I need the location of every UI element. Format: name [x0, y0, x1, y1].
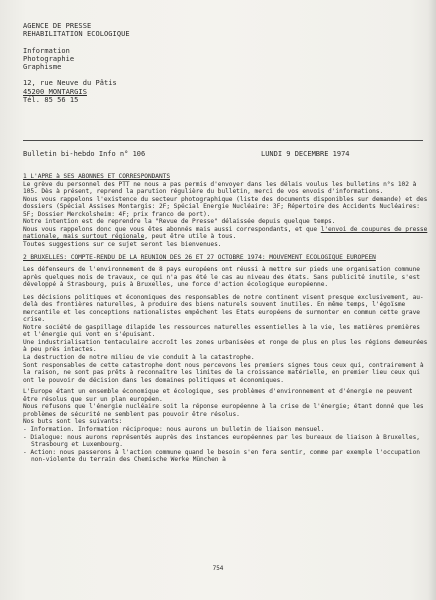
- section-2-paragraph: Une industrialisation tentaculaire accroît les zones urbanisées et ronge de plus en plus les régions demeurées à peu près intactes.: [23, 338, 428, 354]
- service-information: Information: [23, 46, 70, 55]
- section-2-paragraph: Notre société de gaspillage dilapide les ressources naturelles essentielles à la vie, les matières premières et l'énergie qui vont en s'épuisant.: [23, 323, 420, 339]
- list-item: - Dialogue: nous aurons représentés auprès des instances européennes par les bureaux de liaison à Bruxelles, Strasbourg et Luxembourg.: [23, 433, 420, 449]
- text-span: , peut être utile à tous.: [144, 233, 237, 241]
- section-1-paragraph: Nous vous rappelons l'existence du secteur photographique (liste des documents disponibles sur demande) et des dossiers (Spécial Assises Montargis: 2F; Spécial Energie Nucléaire: 3F; Répertoire des Accidents Nucléaires: 5F; Dossier Merckolsheim: 4F; prix franco de port).: [23, 195, 428, 218]
- page-number: 754: [212, 565, 224, 572]
- section-2-paragraph: Sont responsables de cette catastrophe dont nous percevons les premiers signes tous ceux qui, contrairement à la raison, ne sont pas prêts à reconnaître les limites de la croissance matérielle, en premier lieu ceux qui ont le pouvoir de décision dans les domaines politiques et économiques.: [23, 361, 424, 384]
- phone-number: Tél. 85 56 15: [23, 96, 79, 105]
- section-2-paragraph: Nos buts sont les suivants:: [23, 418, 123, 426]
- address-city: 45200 MONTARGIS: [23, 87, 87, 96]
- list-item: - Information. Information réciproque: nous aurons un bulletin de liaison mensuel.: [23, 425, 325, 433]
- bulletin-date: LUNDI 9 DECEMBRE 1974: [261, 150, 350, 158]
- agency-name-line2: REHABILITATION ECOLOGIQUE: [23, 30, 130, 39]
- section-2-paragraph: L'Europe étant un ensemble économique et écologique, ses problèmes d'environnement et d'énergie ne peuvent être résolus que sur un plan européen.: [23, 388, 413, 403]
- section-1-paragraph: Le grève du personnel des PTT ne nous a pas permis d'envoyer dans les délais voulus les bulletins n°s 102 à 105. Dès à présent, reprend la parution régulière du bulletin, merci de vos envois d'informations.: [23, 180, 417, 196]
- goals-list: [23, 426, 428, 464]
- bulletin-number: Bulletin bi-hebdo Info n° 106: [23, 150, 146, 158]
- section-1-title: 1 L'APRE à SES ABONNES ET CORRESPONDANTS: [23, 173, 171, 180]
- section-1-paragraph: Notre intention est de reprendre la "Revue de Presse" délaissée depuis quelque temps.: [23, 218, 336, 226]
- address-street: 12, rue Neuve du Pâtis: [23, 79, 117, 88]
- list-item: - Action: nous passerons à l'action commune quand le besoin s'en fera sentir, comme par exemple l'occupation non-violente du terrain des Chemische Werke München à: [23, 448, 420, 464]
- header-rule: [23, 140, 423, 141]
- section-1-paragraph: [23, 226, 428, 241]
- agency-name-line1: AGENCE DE PRESSE: [23, 22, 92, 30]
- section-2-paragraph: Nous refusons que l'énergie nucléaire soit la réponse européenne à la crise de l'énergie; étant donné que les problèmes de sécurité ne semblent pas pouvoir être résolus.: [23, 403, 424, 418]
- bulletin-info-line: [23, 150, 423, 158]
- section-2-paragraph: Les décisions politiques et économiques des responsables de notre continent visent presque exclusivement, au-delà des frontières naturelles, à produire des biens naturels souvent inutiles. En même temps, l'égoïsme mercantile et les conceptions nationalistes empêchent les Etats européens de surmonter en commun cette grave crise.: [23, 293, 424, 324]
- letterhead: [23, 22, 130, 104]
- section-1-paragraph: Toutes suggestions sur ce sujet seront les bienvenues.: [23, 240, 222, 248]
- service-graphisme: Graphisme: [23, 63, 62, 72]
- bulletin-body: [23, 173, 428, 464]
- service-photographie: Photographie: [23, 54, 75, 63]
- text-span: Nous vous rappelons donc que vous êtes abonnés mais aussi correspondants, et que: [23, 225, 321, 233]
- section-2-paragraph: Les défenseurs de l'environnement de 8 pays européens ont réussi à mettre sur pieds une organisation commune après quelques mois de travaux, ce qui n'a pas été le cas au niveau des états. Sans publicité inutile, s'est développé à Strasbourg, puis à Bruxelles, une force d'action écologique européenne.: [23, 266, 420, 289]
- underlined-phrase: l'envoi de coupures de presse nationale, mais surtout régionale: [23, 225, 428, 241]
- section-2-paragraph: La destruction de notre milieu de vie conduit à la catastrophe.: [23, 354, 255, 362]
- section-2-title: 2 BRUXELLES: COMPTE-RENDU DE LA REUNION DES 26 ET 27 OCTOBRE 1974: MOUVEMENT ECOLOGIQUE EUROPEEN: [23, 254, 376, 262]
